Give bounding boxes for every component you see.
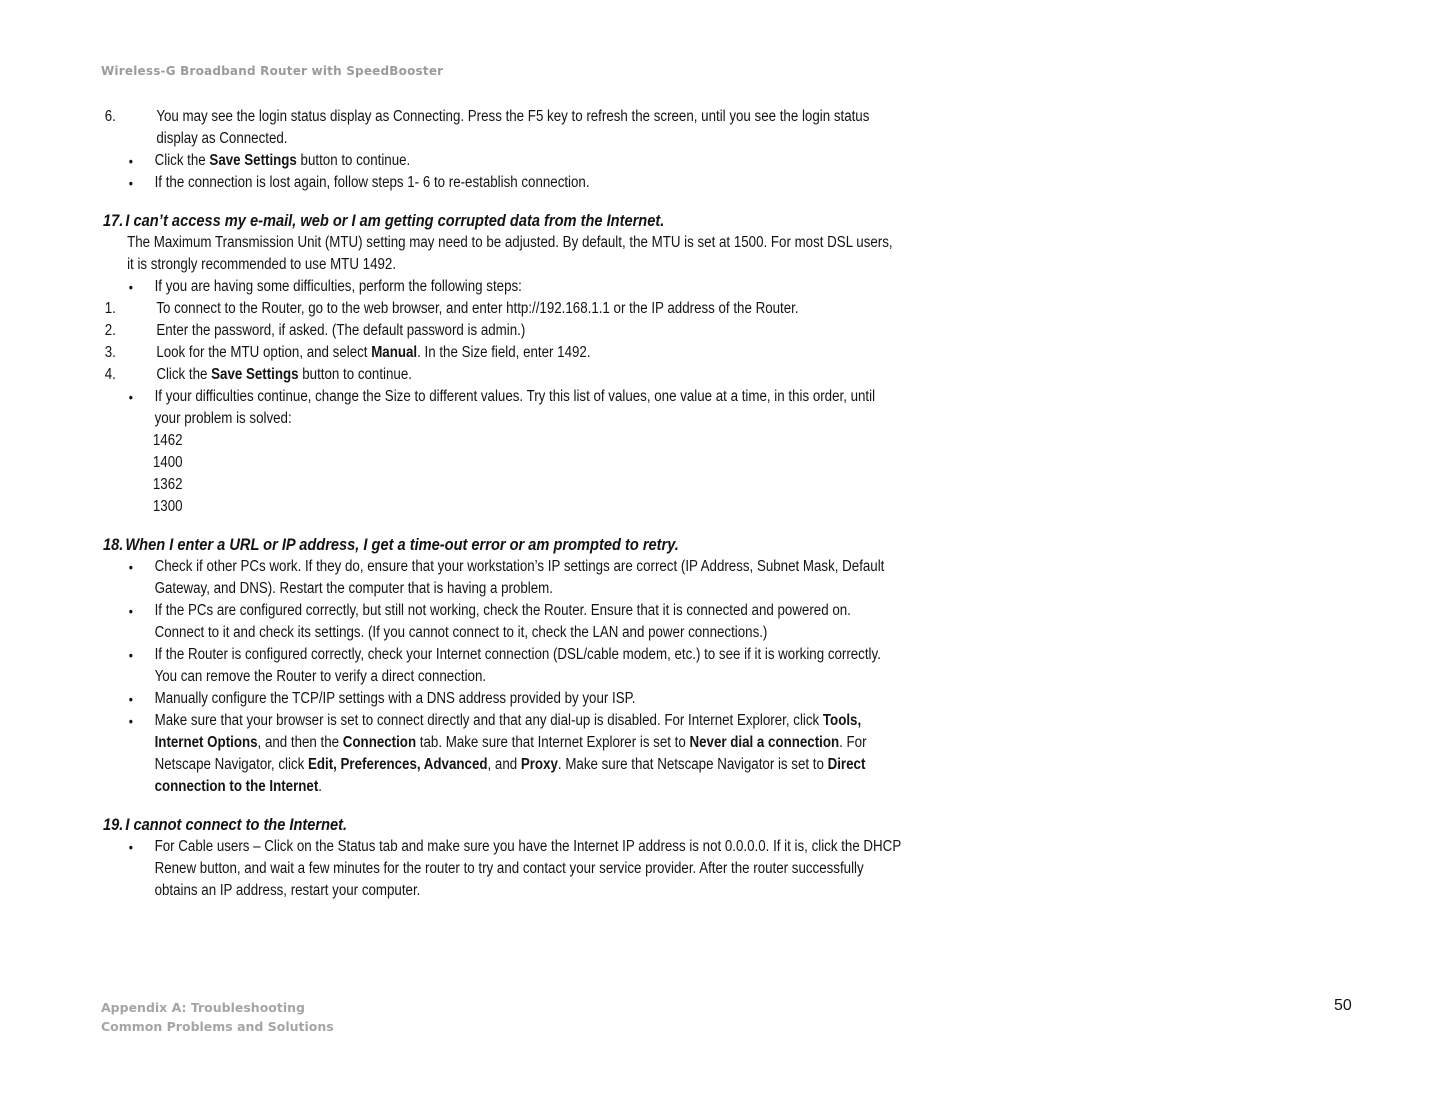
- footer-section: Appendix A: Troubleshooting: [101, 1000, 305, 1015]
- running-head: Wireless-G Broadband Router with SpeedBooster: [101, 64, 444, 78]
- mtu-value: 1462: [152, 432, 183, 449]
- question-19-heading: 19. I cannot connect to the Internet.: [103, 815, 348, 834]
- step-3: 3. Look for the MTU option, and select Manual. In the Size field, enter 1492.: [104, 344, 591, 361]
- step-6: [103, 106, 903, 150]
- save-settings-label: Save Settings: [209, 152, 297, 169]
- bullet-browser-settings: • Make sure that your browser is set to connect directly and that any dial-up is disabled. For Internet Explorer, click Tools, Internet Options, and then the Connection tab. Make sure that Internet Explorer is set to Never dial a connection. For Netscape Navigator, click Edit, Preferences, Advanced, and Proxy. Make sure that Netscape Navigator is set to Direct connection to the Internet.: [103, 710, 903, 798]
- mtu-value-list: [103, 430, 903, 518]
- question-18-heading: 18. When I enter a URL or IP address, I get a time-out error or am prompted to retry.: [103, 535, 679, 554]
- mtu-value: 1300: [152, 498, 183, 515]
- step-4: 4. Click the Save Settings button to continue.: [104, 366, 412, 383]
- bullet-tcpip: • Manually configure the TCP/IP settings with a DNS address provided by your ISP.: [103, 688, 903, 710]
- page-number: 50: [1334, 997, 1352, 1014]
- bullet-check-internet: • If the Router is configured correctly, check your Internet connection (DSL/cable modem, etc.) to see if it is working correctly. You can remove the Router to verify a direct connection.: [103, 644, 903, 688]
- question-17-heading: 17. I can’t access my e-mail, web or I am getting corrupted data from the Internet.: [103, 211, 665, 230]
- step-text: You may see the login status display as Connecting. Press the F5 key to refresh the screen, until you see the login status display as Connected.: [156, 108, 870, 147]
- bullet-cable-users: • For Cable users – Click on the Status tab and make sure you have the Internet IP address is not 0.0.0.0. If it is, click the DHCP Renew button, and wait a few minutes for the router to try and contact your service provider. After the router successfully obtains an IP address, restart your computer.: [103, 836, 903, 902]
- bullet-reestablish: • If the connection is lost again, follow steps 1- 6 to re-establish connection.: [103, 172, 903, 194]
- mtu-paragraph: The Maximum Transmission Unit (MTU) setting may need to be adjusted. By default, the MTU is set at 1500. For most DSL users, it is strongly recommended to use MTU 1492.: [127, 234, 893, 273]
- footer-subsection: Common Problems and Solutions: [101, 1019, 334, 1034]
- bullet-size-values: • If your difficulties continue, change the Size to different values. Try this list of values, one value at a time, in this order, until your problem is solved:: [103, 386, 903, 430]
- footer: [101, 998, 334, 1036]
- bullet-difficulties: • If you are having some difficulties, perform the following steps:: [103, 276, 903, 298]
- bullet-check-router: • If the PCs are configured correctly, but still not working, check the Router. Ensure that it is connected and powered on. Connect to it and check its settings. (If you cannot connect to it, check the LAN and power connections.): [103, 600, 903, 644]
- content-body: [103, 106, 903, 902]
- mtu-value: 1400: [152, 454, 183, 471]
- mtu-value: 1362: [152, 476, 183, 493]
- bullet-check-pcs: • Check if other PCs work. If they do, ensure that your workstation’s IP settings are correct (IP Address, Subnet Mask, Default Gateway, and DNS). Restart the computer that is having a problem.: [103, 556, 903, 600]
- step-number: 6.: [104, 108, 116, 125]
- bullet-save-settings: • Click the Save Settings button to continue.: [103, 150, 903, 172]
- step-2: 2. Enter the password, if asked. (The default password is admin.): [104, 322, 526, 339]
- step-1: 1. To connect to the Router, go to the web browser, and enter http://192.168.1.1 or the IP address of the Router.: [104, 300, 799, 317]
